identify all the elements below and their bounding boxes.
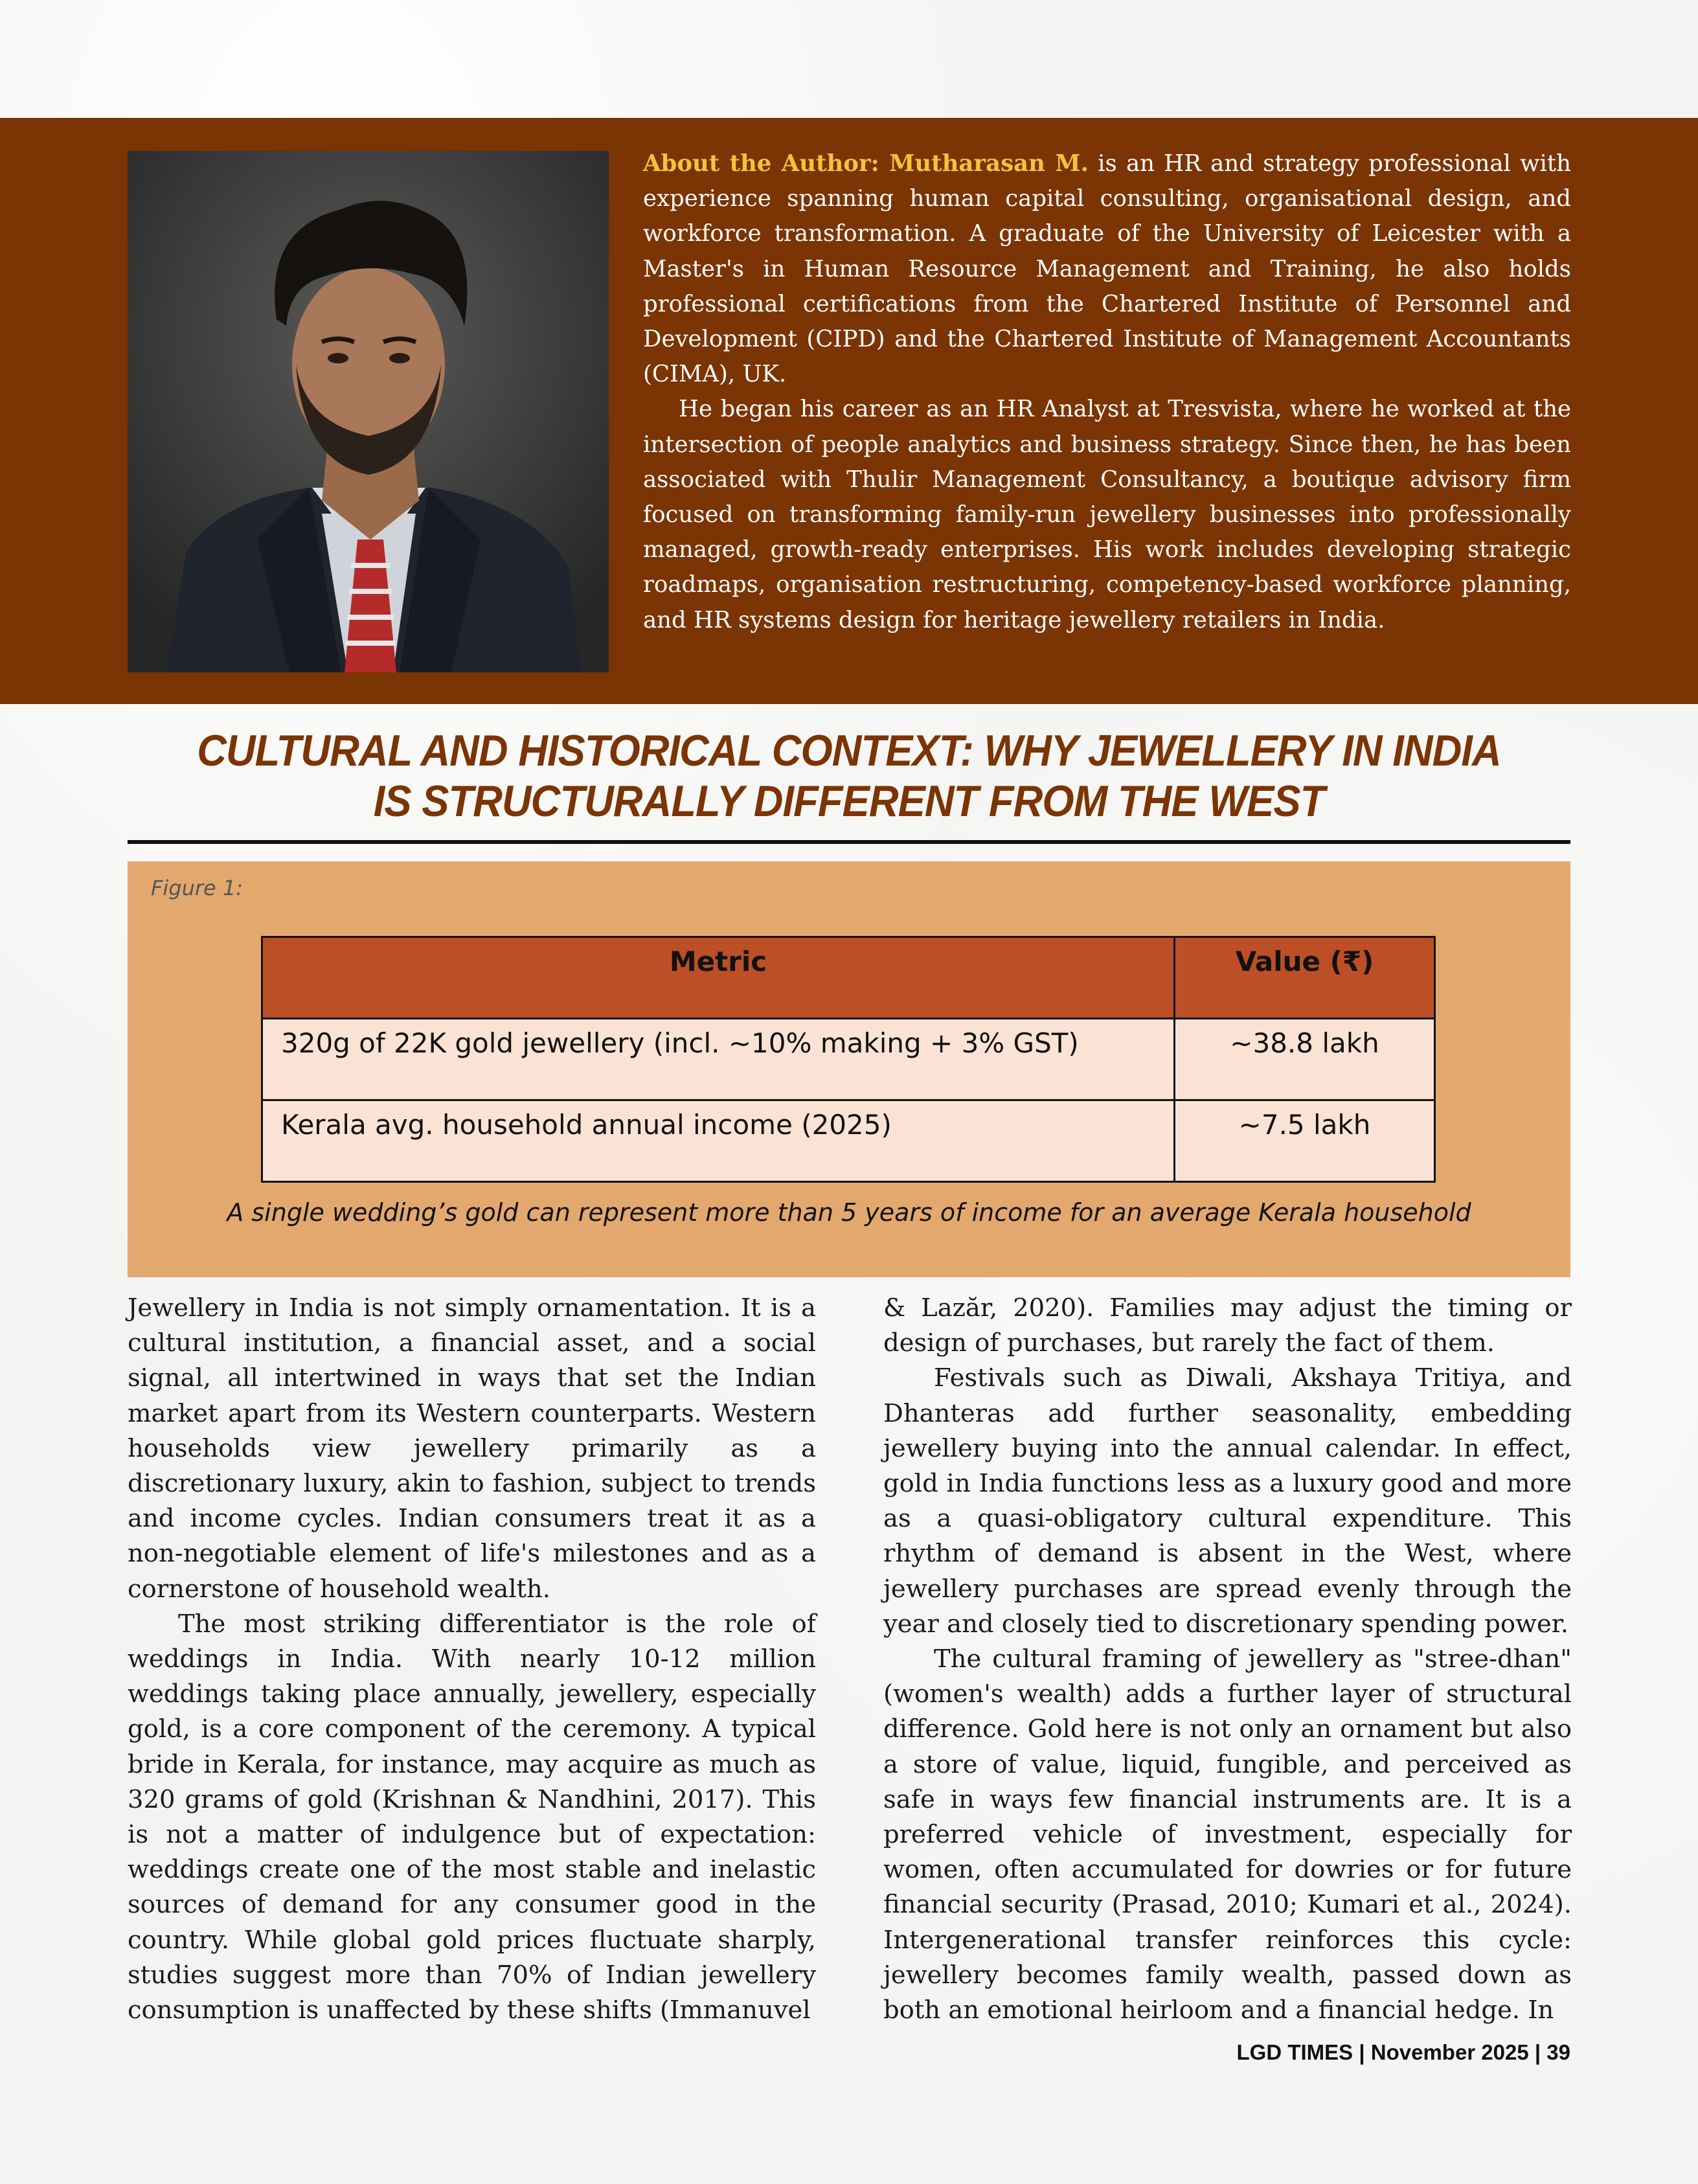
body-column-right	[883, 1291, 1572, 2028]
table-header-row	[262, 937, 1435, 1019]
table-cell-metric: Kerala avg. household annual income (2025)	[262, 1100, 1175, 1182]
table-header-metric: Metric	[262, 937, 1175, 1019]
table-cell-metric: 320g of 22K gold jewellery (incl. ~10% making + 3% GST)	[262, 1019, 1175, 1100]
author-bio-paragraph-1	[643, 146, 1571, 392]
author-portrait-image	[128, 151, 609, 672]
table-row	[262, 1019, 1435, 1100]
body-paragraph: Festivals such as Diwali, Akshaya Tritiya, and Dhanteras add further seasonality, embedding jewellery buying into the annual calendar. In effect, gold in India functions less as a luxury good and more as a quasi-obligatory cultural expenditure. This rhythm of demand is absent in the West, where jewellery purchases are spread evenly through the year and closely tied to discretionary spending power.	[883, 1363, 1572, 1639]
page-footer: LGD TIMES | November 2025 | 39	[1236, 2040, 1570, 2064]
table-header-value: Value (₹)	[1175, 937, 1435, 1019]
author-photo	[128, 151, 609, 672]
body-paragraph: The cultural framing of jewellery as "stree-dhan" (women's wealth) adds a further layer of structural difference. Gold here is not only an ornament but also a store of value, liquid, fungible, and perceived as safe in ways few financial instruments are. It is a preferred vehicle of investment, especially for women, often accumulated for dowries or for future financial security (Prasad, 2010; Kumari et al., 2024). Intergenerational transfer reinforces this cycle: jewellery becomes family wealth, passed down as both an emotional heirloom and a financial hedge. In	[883, 1644, 1572, 2025]
author-name-lead: About the Author: Mutharasan M.	[643, 150, 1089, 177]
body-column-left	[128, 1291, 816, 2028]
figure-label: Figure 1:	[151, 876, 243, 900]
title-divider	[128, 840, 1570, 844]
table-cell-value: ~38.8 lakh	[1175, 1019, 1435, 1100]
section-title: CULTURAL AND HISTORICAL CONTEXT: WHY JEWELLERY IN INDIA IS STRUCTURALLY DIFFERENT FROM THE WEST	[197, 726, 1501, 826]
figure-caption: A single wedding’s gold can represent more than 5 years of income for an average Kerala household	[227, 1198, 1471, 1227]
table-row	[262, 1100, 1435, 1182]
figure-1	[128, 861, 1570, 1277]
body-paragraph: & Lazăr, 2020). Families may adjust the timing or design of purchases, but rarely the fact of them.	[883, 1293, 1572, 1358]
author-bio	[643, 146, 1571, 638]
body-paragraph: The most striking differentiator is the role of weddings in India. With nearly 10-12 million weddings taking place annually, jewellery, especially gold, is a core component of the ceremony. A typical bride in Kerala, for instance, may acquire as much as 320 grams of gold (Krishnan & Nandhini, 2017). This is not a matter of indulgence but of expectation: weddings create one of the most stable and inelastic sources of demand for any consumer good in the country. While global gold prices fluctuate sharply, studies suggest more than 70% of Indian jewellery consumption is unaffected by these shifts (Immanuvel	[128, 1609, 816, 2025]
author-bio-text-1: is an HR and strategy professional with experience spanning human capital consulting, organisational design, and workforce transformation. A graduate of the University of Leicester with a Master's in Human Resource Management and Training, he also holds professional certifications from the Chartered Institute of Personnel and Development (CIPD) and the Chartered Institute of Management Accountants (CIMA), UK.	[643, 150, 1571, 388]
body-paragraph: Jewellery in India is not simply ornamentation. It is a cultural institution, a financial asset, and a social signal, all intertwined in ways that set the Indian market apart from its Western counterparts. Western households view jewellery primarily as a discretionary luxury, akin to fashion, subject to trends and income cycles. Indian consumers treat it as a non-negotiable element of life's milestones and as a cornerstone of household wealth.	[128, 1293, 816, 1604]
author-bio-paragraph-2: He began his career as an HR Analyst at Tresvista, where he worked at the intersection of people analytics and business strategy. Since then, he has been associated with Thulir Management Consultancy, a boutique advisory firm focused on transforming family-run jewellery businesses into professionally managed, growth-ready enterprises. His work includes developing strategic roadmaps, organisation restructuring, competency-based workforce planning, and HR systems design for heritage jewellery retailers in India.	[643, 396, 1571, 633]
table-cell-value: ~7.5 lakh	[1175, 1100, 1435, 1182]
metric-table	[261, 936, 1436, 1183]
